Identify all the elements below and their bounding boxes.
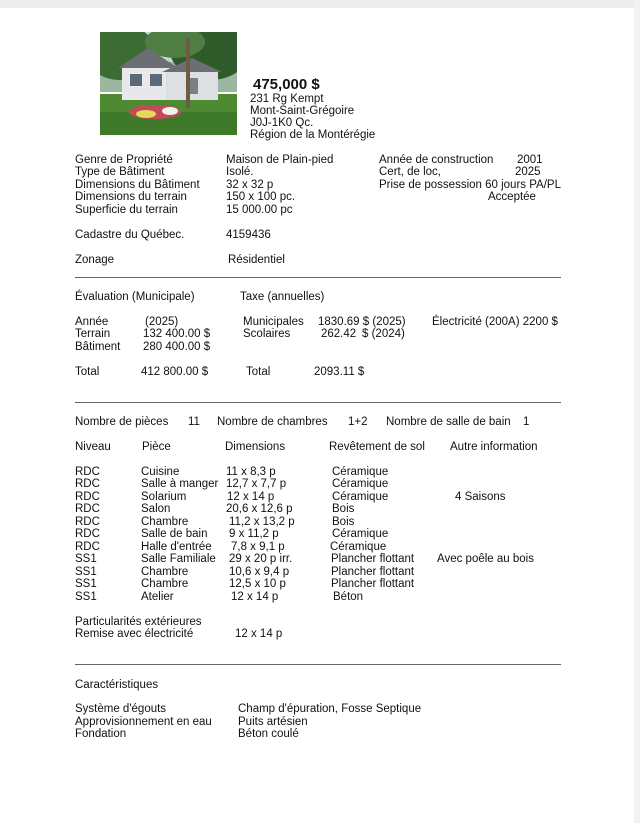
dim-terrain-label: Dimensions du terrain — [75, 191, 187, 203]
chambres-label: Nombre de chambres — [217, 416, 328, 428]
type-value: Isolé. — [226, 166, 254, 178]
taxe-municipales-label: Municipales — [243, 316, 304, 328]
possession-value: Acceptée — [488, 191, 536, 203]
row-dimensions: 10,6 x 9,4 p — [229, 566, 290, 578]
row-niveau: RDC — [75, 503, 100, 515]
eval-total-label: Total — [75, 366, 100, 378]
evaluation-title: Évaluation (Municipale) — [75, 291, 195, 303]
cadastre-value: 4159436 — [226, 229, 271, 241]
row-piece: Cuisine — [141, 466, 180, 478]
house-photo — [100, 32, 237, 135]
row-dimensions: 29 x 20 p irr. — [229, 553, 293, 565]
pieces-value: 11 — [188, 416, 200, 428]
genre-value: Maison de Plain-pied — [226, 154, 334, 166]
taxe-scolaires-label: Scolaires — [243, 328, 291, 340]
row-revetement: Céramique — [332, 528, 389, 540]
row-niveau: RDC — [75, 541, 100, 553]
divider — [75, 402, 561, 403]
ext-title: Particularités extérieures — [75, 616, 202, 628]
row-dimensions: 12 x 14 p — [227, 491, 275, 503]
col-header-autre: Autre information — [450, 441, 538, 453]
eval-annee-value: (2025) — [145, 316, 179, 328]
row-niveau: RDC — [75, 491, 100, 503]
cert-loc-value: 2025 — [515, 166, 541, 178]
egouts-value: Champ d'épuration, Fosse Septique — [238, 703, 422, 715]
eval-total-value: 412 800.00 $ — [141, 366, 209, 378]
row-piece: Chambre — [141, 516, 189, 528]
zonage-label: Zonage — [75, 254, 115, 266]
row-niveau: RDC — [75, 466, 100, 478]
row-piece: Chambre — [141, 578, 189, 590]
divider — [75, 664, 561, 665]
row-niveau: SS1 — [75, 591, 97, 603]
row-dimensions: 12,5 x 10 p — [229, 578, 286, 590]
taxe-municipales-value: 1830.69 $ (2025) — [318, 316, 406, 328]
row-revetement: Céramique — [332, 466, 389, 478]
row-dimensions: 12 x 14 p — [231, 591, 279, 603]
row-dimensions: 9 x 11,2 p — [229, 528, 279, 540]
row-niveau: SS1 — [75, 578, 97, 590]
row-revetement: Céramique — [332, 491, 389, 503]
row-piece: Salon — [141, 503, 171, 515]
ext-remise-value: 12 x 14 p — [235, 628, 283, 640]
eau-value: Puits artésien — [238, 716, 308, 728]
eval-annee-label: Année — [75, 316, 109, 328]
row-revetement: Bois — [332, 516, 355, 528]
row-dimensions: 20,6 x 12,6 p — [226, 503, 293, 515]
row-revetement: Plancher flottant — [331, 553, 415, 565]
address-street: 231 Rg Kempt — [250, 93, 324, 105]
row-revetement: Céramique — [332, 478, 389, 490]
possession-label: Prise de possession 60 jours PA/PL — [379, 179, 561, 191]
row-piece: Chambre — [141, 566, 189, 578]
row-revetement: Bois — [332, 503, 355, 515]
col-header-dimensions: Dimensions — [225, 441, 286, 453]
row-niveau: SS1 — [75, 553, 97, 565]
row-piece: Salle à manger — [141, 478, 219, 490]
annee-construction-label: Année de construction — [379, 154, 494, 166]
row-piece: Halle d'entrée — [141, 541, 212, 553]
dim-terrain-value: 150 x 100 pc. — [226, 191, 296, 203]
house-photo-image — [100, 32, 237, 135]
taxe-total-value: 2093.11 $ — [314, 366, 365, 378]
row-dimensions: 11 x 8,3 p — [226, 466, 276, 478]
address-postal: J0J-1K0 Qc. — [250, 117, 314, 129]
dim-batiment-value: 32 x 32 p — [226, 179, 274, 191]
col-header-revetement: Revêtement de sol — [329, 441, 425, 453]
salle-bain-value: 1 — [523, 416, 530, 428]
superficie-label: Superficie du terrain — [75, 204, 178, 216]
fondation-label: Fondation — [75, 728, 127, 740]
eau-label: Approvisionnement en eau — [75, 716, 212, 728]
row-autre: 4 Saisons — [455, 491, 506, 503]
page-top-edge — [0, 0, 640, 8]
salle-bain-label: Nombre de salle de bain — [386, 416, 511, 428]
eval-batiment-value: 280 400.00 $ — [143, 341, 211, 353]
row-revetement: Céramique — [330, 541, 387, 553]
cert-loc-label: Cert, de loc, — [379, 166, 441, 178]
row-niveau: RDC — [75, 528, 100, 540]
row-piece: Salle de bain — [141, 528, 208, 540]
taxe-scolaires-year: $ (2024) — [362, 328, 405, 340]
price: 475,000 $ — [253, 76, 320, 93]
cadastre-label: Cadastre du Québec. — [75, 229, 185, 241]
superficie-value: 15 000.00 pc — [226, 204, 293, 216]
taxe-scolaires-value: 262.42 — [321, 328, 357, 340]
genre-label: Genre de Propriété — [75, 154, 173, 166]
address-region: Région de la Montérégie — [250, 129, 376, 141]
electricite: Électricité (200A) 2200 $ — [432, 316, 558, 328]
row-niveau: RDC — [75, 516, 100, 528]
address-city: Mont-Saint-Grégoire — [250, 105, 355, 117]
row-dimensions: 11,2 x 13,2 p — [229, 516, 295, 528]
annee-construction-value: 2001 — [517, 154, 543, 166]
col-header-niveau: Niveau — [75, 441, 111, 453]
col-header-piece: Pièce — [142, 441, 171, 453]
row-niveau: SS1 — [75, 566, 97, 578]
eval-terrain-label: Terrain — [75, 328, 111, 340]
row-autre: Avec poêle au bois — [437, 553, 534, 565]
row-dimensions: 12,7 x 7,7 p — [226, 478, 287, 490]
taxe-total-label: Total — [246, 366, 271, 378]
dim-batiment-label: Dimensions du Bâtiment — [75, 179, 200, 191]
eval-terrain-value: 132 400.00 $ — [143, 328, 211, 340]
row-piece: Atelier — [141, 591, 174, 603]
row-piece: Solarium — [141, 491, 187, 503]
pieces-label: Nombre de pièces — [75, 416, 169, 428]
fondation-value: Béton coulé — [238, 728, 299, 740]
divider — [75, 277, 561, 278]
eval-batiment-label: Bâtiment — [75, 341, 121, 353]
features-title: Caractéristiques — [75, 679, 159, 691]
type-label: Type de Bâtiment — [75, 166, 165, 178]
zonage-value: Résidentiel — [228, 254, 285, 266]
row-revetement: Plancher flottant — [331, 578, 415, 590]
row-revetement: Plancher flottant — [331, 566, 415, 578]
row-dimensions: 7,8 x 9,1 p — [231, 541, 285, 553]
page-right-edge — [634, 0, 640, 823]
row-revetement: Béton — [333, 591, 364, 603]
row-niveau: RDC — [75, 478, 100, 490]
ext-remise-label: Remise avec électricité — [75, 628, 194, 640]
taxe-title: Taxe (annuelles) — [240, 291, 325, 303]
row-piece: Salle Familiale — [141, 553, 216, 565]
chambres-value: 1+2 — [348, 416, 368, 428]
egouts-label: Système d'égouts — [75, 703, 167, 715]
